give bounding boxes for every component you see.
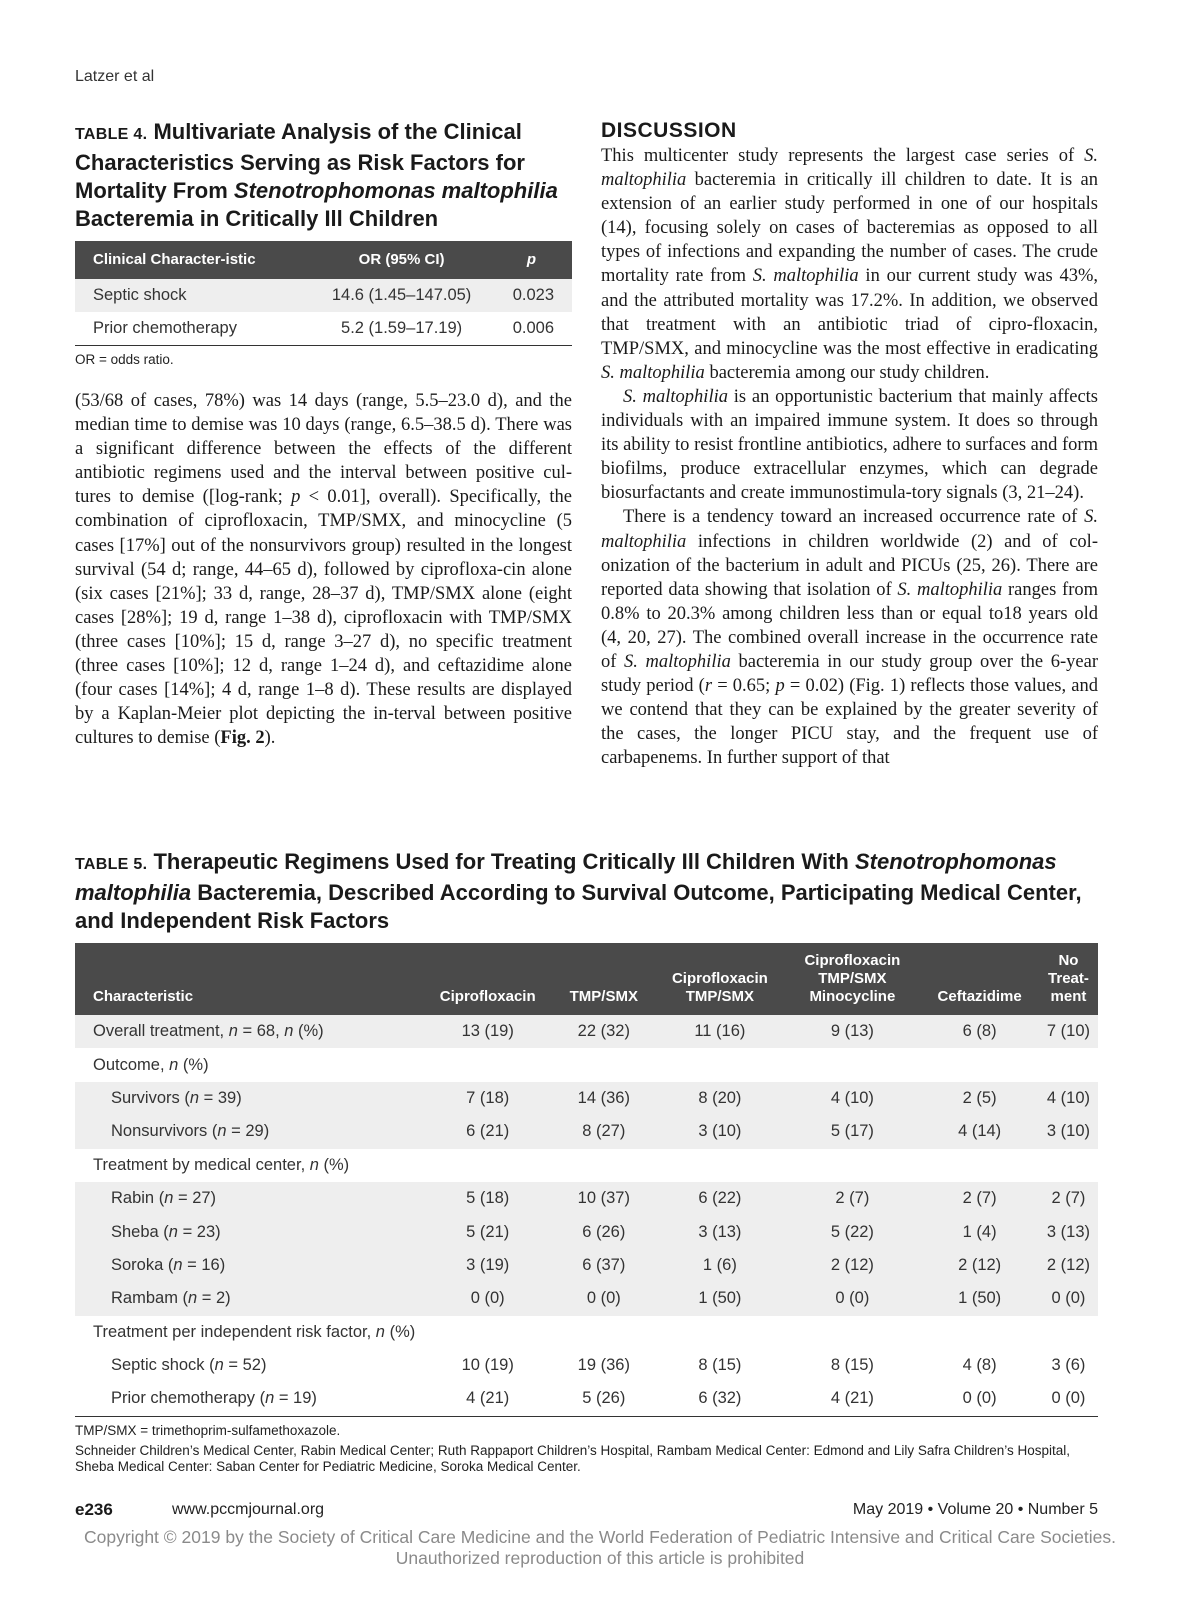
table5-cell: 4 (14): [920, 1115, 1039, 1148]
table5-cell: 5 (22): [784, 1215, 920, 1248]
table5-cell: 1 (50): [920, 1282, 1039, 1315]
discussion-paragraph-2: S. maltophilia is an opportunistic bacterium that mainly affects individuals with an impaired immune system. It does so through its ability to resist frontline antibiotics, adhere to surfaces and form biofilms, produce extracellular enzymes, which can degrade biosurfactants and create immunostimula-tory signals (3, 21–24).: [601, 386, 1098, 504]
table5-section: [75, 848, 1098, 1475]
table5-row-label: Septic shock (n = 52): [111, 1356, 267, 1375]
table4-cell: Septic shock: [75, 279, 311, 312]
table5-cell: 3 (10): [1039, 1115, 1098, 1148]
table4-title-part2: Bacteremia in Critically Ill Children: [75, 206, 439, 231]
copyright-line-1: Copyright © 2019 by the Society of Critical Care Medicine and the World Federation of Pediatric Intensive and Critical Care Societies.: [84, 1527, 1116, 1547]
table5-cell: [552, 1149, 655, 1182]
table5-cell: 7 (10): [1039, 1015, 1098, 1048]
table4-cell: 0.023: [492, 279, 572, 312]
table5-row-label: Outcome, n (%): [93, 1055, 209, 1074]
table5-cell: 3 (6): [1051, 1356, 1086, 1375]
table5-cell: 4 (8): [962, 1356, 997, 1375]
table5-cell: 8 (27): [552, 1115, 655, 1148]
table5-row-label: Rambam (n = 2): [75, 1282, 423, 1315]
copyright-notice: [0, 1527, 1200, 1569]
running-head: Latzer et al: [75, 68, 155, 85]
table-row: [75, 1082, 1098, 1115]
table5-header: Ciprofloxacin TMP/SMX: [655, 943, 784, 1015]
right-column: [601, 118, 1098, 770]
table5-cell: 6 (37): [552, 1249, 655, 1282]
table5-cell: [784, 1149, 920, 1182]
table5-cell: [423, 1316, 552, 1349]
table5-cell: 8 (15): [698, 1356, 742, 1375]
discussion-paragraph-1: This multicenter study represents the largest case series of S. maltophilia bacteremia in critically ill children to date. It is an extension of an earlier study performed in one of our hospitals (14), focusing solely on cases of bacteremias as opposed to all types of infections and expanding the number of cases. The crude mortality rate from S. maltophilia in our current study was 43%, and the attributed mortality was 17.2%. In addition, we observed that treatment with an antibiotic triad of cipro-floxacin, TMP/SMX, and minocycline was the most effective in eradicating S. maltophilia bacteremia among our study children.: [601, 146, 1098, 383]
table5-cell: 0 (0): [1039, 1282, 1098, 1315]
table-row: [75, 279, 572, 312]
table-row: [75, 312, 572, 346]
table-row: [75, 1316, 1098, 1349]
table5-row-label: Soroka (n = 16): [75, 1249, 423, 1282]
table5-cell: [784, 1316, 920, 1349]
table5-cell: 5 (17): [784, 1115, 920, 1148]
table5-row-label: Sheba (n = 23): [75, 1215, 423, 1248]
table4-cell: Prior chemotherapy: [75, 312, 311, 346]
table4-caption: [75, 118, 572, 233]
table5-cell: 1 (50): [655, 1282, 784, 1315]
table-row: [75, 1249, 1098, 1282]
table5-cell: [423, 1149, 552, 1182]
table-row: [75, 1282, 1098, 1315]
table5-cell: [552, 1316, 655, 1349]
table4-label: TABLE 4.: [75, 126, 148, 143]
table5-cell: [1039, 1149, 1098, 1182]
table5-row-label: Nonsurvivors (n = 29): [75, 1115, 423, 1148]
table5-cell: [655, 1316, 784, 1349]
table5-cell: [552, 1048, 655, 1081]
table5-title-italic: Stenotrophomonas maltophilia: [75, 849, 1057, 905]
table5-cell: 5 (26): [552, 1382, 655, 1416]
table5-cell: 9 (13): [784, 1015, 920, 1048]
table5-cell: [1039, 1316, 1098, 1349]
table5-cell: 0 (0): [920, 1382, 1039, 1416]
table5-row-label: Prior chemotherapy (n = 19): [75, 1382, 423, 1416]
table-row: [75, 1015, 1098, 1048]
journal-url: www.pccmjournal.org: [172, 1501, 325, 1518]
table5-row-label: Overall treatment, n = 68, n (%): [75, 1015, 423, 1048]
table5-cell: [920, 1048, 1039, 1081]
table5-row-label: Treatment per independent risk factor, n (%): [93, 1322, 416, 1341]
table5-cell: 6 (26): [552, 1215, 655, 1248]
table5-cell: 4 (10): [1039, 1082, 1098, 1115]
table5-footnote-centers: Schneider Children’s Medical Center, Rabin Medical Center; Ruth Rappaport Children’s Hospital, Rambam Medical Center: Edmond and Lily Safra Children’s Hospital, Sheba Medical Center: Saban Center for Pediatric Medicine, Soroka Medical Center.: [75, 1442, 1070, 1474]
table-row: [75, 1349, 1098, 1382]
table5-cell: [920, 1149, 1039, 1182]
table5-header: Ciprofloxacin: [423, 943, 552, 1015]
table5-cell: 8 (15): [830, 1356, 874, 1375]
table5-cell: 2 (12): [920, 1249, 1039, 1282]
table5-cell: [655, 1149, 784, 1182]
table5-cell: 0 (0): [552, 1282, 655, 1315]
table5-cell: 6 (22): [655, 1182, 784, 1215]
table-row: [75, 1382, 1098, 1416]
table5: [75, 943, 1098, 1417]
table5-cell: 2 (12): [784, 1249, 920, 1282]
table4-title-italic: Stenotrophomonas maltophilia: [233, 178, 558, 203]
table5-cell: 0 (0): [423, 1282, 552, 1315]
table5-cell: 0 (0): [784, 1282, 920, 1315]
table5-cell: 2 (5): [920, 1082, 1039, 1115]
table5-cell: 19 (36): [577, 1356, 630, 1375]
left-column: [75, 118, 572, 750]
table5-cell: [655, 1048, 784, 1081]
table5-header: TMP/SMX: [552, 943, 655, 1015]
table5-cell: 3 (13): [1039, 1215, 1098, 1248]
table4-header-p: p: [492, 241, 572, 279]
table4-cell: 14.6 (1.45–147.05): [311, 279, 492, 312]
table5-cell: 2 (7): [784, 1182, 920, 1215]
table4-header-or: OR (95% CI): [311, 241, 492, 279]
table5-row-label: Survivors (n = 39): [75, 1082, 423, 1115]
table5-cell: 10 (19): [461, 1356, 514, 1375]
table5-cell: 0 (0): [1039, 1382, 1098, 1416]
issue-info: May 2019 • Volume 20 • Number 5: [852, 1501, 1098, 1518]
table5-cell: 3 (19): [423, 1249, 552, 1282]
table5-cell: 4 (21): [784, 1382, 920, 1416]
table5-cell: 2 (12): [1039, 1249, 1098, 1282]
table5-cell: [423, 1048, 552, 1081]
table5-cell: 6 (21): [423, 1115, 552, 1148]
table-row: [75, 1048, 1098, 1081]
table5-cell: 14 (36): [552, 1082, 655, 1115]
table5-cell: 7 (18): [423, 1082, 552, 1115]
table-row: [75, 1182, 1098, 1215]
table5-row-label: Rabin (n = 27): [75, 1182, 423, 1215]
table4-title-part1: Multivariate Analysis of the Clinical Characteristics Serving as Risk Factors for Mortality From: [75, 119, 525, 203]
left-body-paragraph: (53/68 of cases, 78%) was 14 days (range, 5.5–23.0 d), and the median time to demise was 10 days (range, 6.5–38.5 d). There was a significant difference between the effects of the different antibiotic regimens used and the interval between positive cul-tures to demise ([log-rank; p < 0.01], overall). Specifically, the combination of ciprofloxacin, TMP/SMX, and minocycline (5 cases [17%] out of the nonsurvivors group) resulted in the longest survival (54 d; range, 44–65 d), followed by ciprofloxa-cin alone (six cases [21%]; 33 d, range, 28–37 d), TMP/SMX alone (eight cases [28%]; 19 d, range 1–38 d), ciprofloxacin with TMP/SMX (three cases [10%]; 15 d, range 3–27 d), no specific treatment (three cases [10%]; 12 d, range 1–24 d), and ceftazidime alone (four cases [14%]; 4 d, range 1–8 d). These results are displayed by a Kaplan-Meier plot depicting the in-terval between positive cultures to demise (Fig. 2).: [75, 391, 572, 749]
table5-cell: 2 (7): [920, 1182, 1039, 1215]
table5-cell: 13 (19): [423, 1015, 552, 1048]
table5-row-label: Treatment by medical center, n (%): [93, 1155, 350, 1174]
table5-caption: [75, 848, 1098, 935]
table4-footnote: OR = odds ratio.: [75, 352, 174, 367]
table5-cell: 6 (32): [655, 1382, 784, 1416]
table5-cell: 10 (37): [552, 1182, 655, 1215]
table5-cell: 4 (10): [784, 1082, 920, 1115]
copyright-line-2: Unauthorized reproduction of this article is prohibited: [395, 1548, 805, 1568]
table4-cell: 0.006: [492, 312, 572, 346]
table5-cell: [784, 1048, 920, 1081]
table5-cell: 6 (8): [920, 1015, 1039, 1048]
table5-cell: 22 (32): [552, 1015, 655, 1048]
table5-cell: 4 (21): [423, 1382, 552, 1416]
table5-footnote-abbrev: TMP/SMX = trimethoprim-sulfamethoxazole.: [75, 1422, 341, 1438]
table-row: [75, 1149, 1098, 1182]
page-number: e236: [75, 1500, 113, 1519]
table5-cell: 3 (13): [655, 1215, 784, 1248]
table4: [75, 241, 572, 346]
table4-header-characteristic: Clinical Character-istic: [75, 241, 311, 279]
table5-header: No Treat-ment: [1039, 943, 1098, 1015]
table5-header: Ciprofloxacin TMP/SMX Minocycline: [784, 943, 920, 1015]
discussion-paragraph-3: There is a tendency toward an increased occurrence rate of S. maltophilia infections in children worldwide (2) and of col-onization of the bacterium in adult and PICUs (25, 26). There are reported data showing that isolation of S. maltophilia ranges from 0.8% to 20.3% among children less than or equal to18 years old (4, 20, 27). The combined overall increase in the occurrence rate of S. maltophilia bacteremia in our study group over the 6-year study period (r = 0.65; p = 0.02) (Fig. 1) reflects those values, and we contend that they can be explained by the greater severity of the cases, the longer PICU stay, and the frequent use of carbapenems. In further support of that: [601, 507, 1099, 769]
discussion-heading: DISCUSSION: [601, 119, 737, 142]
table5-label: TABLE 5.: [75, 856, 148, 873]
table5-title-part1: Therapeutic Regimens Used for Treating Critically Ill Children With: [147, 849, 855, 874]
table5-cell: 8 (20): [655, 1082, 784, 1115]
table5-cell: 11 (16): [655, 1015, 784, 1048]
table5-cell: 2 (7): [1039, 1182, 1098, 1215]
table5-cell: 1 (6): [655, 1249, 784, 1282]
table5-cell: 5 (18): [423, 1182, 552, 1215]
table5-header: Ceftazidime: [920, 943, 1039, 1015]
table5-header: Characteristic: [75, 943, 423, 1015]
table4-cell: 5.2 (1.59–17.19): [311, 312, 492, 346]
table-row: [75, 1115, 1098, 1148]
table5-cell: [920, 1316, 1039, 1349]
table5-cell: 5 (21): [423, 1215, 552, 1248]
table5-cell: [1039, 1048, 1098, 1081]
table5-title-part2: Bacteremia, Described According to Survival Outcome, Participating Medical Center, and Independent Risk Factors: [75, 880, 1082, 933]
table5-cell: 3 (10): [655, 1115, 784, 1148]
table5-cell: 1 (4): [920, 1215, 1039, 1248]
table-row: [75, 1215, 1098, 1248]
